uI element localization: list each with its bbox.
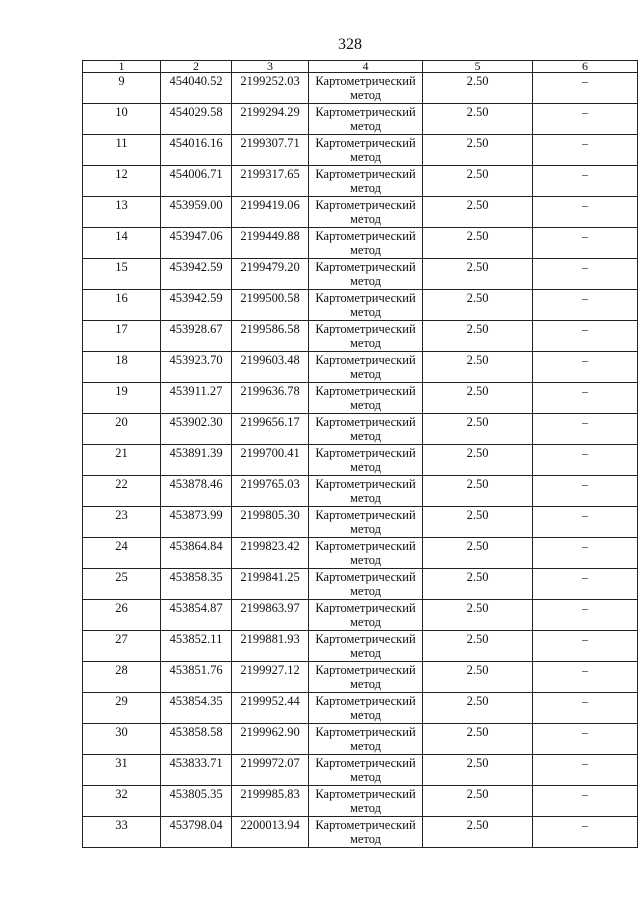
point-number-cell: 27 — [83, 631, 161, 662]
method-line-1: Картометрический — [315, 229, 416, 243]
method-line-2: метод — [349, 522, 381, 536]
page-number: 328 — [338, 36, 362, 53]
x-coordinate-cell: 454040.52 — [161, 73, 232, 104]
accuracy-cell: 2.50 — [423, 383, 533, 414]
method-cell — [309, 290, 423, 321]
y-coordinate-cell: 2199656.17 — [232, 414, 309, 445]
x-coordinate-cell: 453928.67 — [161, 321, 232, 352]
method-line-2: метод — [349, 212, 381, 226]
method-line-2: метод — [349, 553, 381, 567]
note-cell: – — [533, 507, 638, 538]
method-line-2: метод — [349, 243, 381, 257]
point-number-cell: 33 — [83, 817, 161, 848]
method-line-1: Картометрический — [315, 694, 416, 708]
note-cell: – — [533, 445, 638, 476]
y-coordinate-cell: 2199863.97 — [232, 600, 309, 631]
y-coordinate-cell: 2199449.88 — [232, 228, 309, 259]
point-number-cell: 9 — [83, 73, 161, 104]
y-coordinate-cell: 2199252.03 — [232, 73, 309, 104]
method-line-2: метод — [349, 460, 381, 474]
method-cell — [309, 569, 423, 600]
note-cell: – — [533, 693, 638, 724]
y-coordinate-cell: 2199700.41 — [232, 445, 309, 476]
accuracy-cell: 2.50 — [423, 228, 533, 259]
note-cell: – — [533, 73, 638, 104]
method-line-2: метод — [349, 646, 381, 660]
note-cell: – — [533, 724, 638, 755]
x-coordinate-cell: 453854.35 — [161, 693, 232, 724]
method-line-1: Картометрический — [315, 415, 416, 429]
method-cell — [309, 104, 423, 135]
method-line-2: метод — [349, 119, 381, 133]
accuracy-cell: 2.50 — [423, 445, 533, 476]
x-coordinate-cell: 454029.58 — [161, 104, 232, 135]
method-cell — [309, 786, 423, 817]
method-line-2: метод — [349, 491, 381, 505]
point-number-cell: 22 — [83, 476, 161, 507]
table-row — [83, 197, 638, 228]
x-coordinate-cell: 453798.04 — [161, 817, 232, 848]
table-row — [83, 569, 638, 600]
accuracy-cell: 2.50 — [423, 321, 533, 352]
method-line-1: Картометрический — [315, 446, 416, 460]
table-row — [83, 383, 638, 414]
method-line-1: Картометрический — [315, 74, 416, 88]
accuracy-cell: 2.50 — [423, 662, 533, 693]
note-cell: – — [533, 352, 638, 383]
y-coordinate-cell: 2199307.71 — [232, 135, 309, 166]
point-number-cell: 29 — [83, 693, 161, 724]
table-row — [83, 786, 638, 817]
note-cell: – — [533, 662, 638, 693]
method-line-2: метод — [349, 770, 381, 784]
x-coordinate-cell: 453858.58 — [161, 724, 232, 755]
point-number-cell: 25 — [83, 569, 161, 600]
point-number-cell: 21 — [83, 445, 161, 476]
table-row — [83, 662, 638, 693]
method-cell — [309, 507, 423, 538]
table-row — [83, 166, 638, 197]
header-cell-2: 2 — [161, 61, 232, 73]
accuracy-cell: 2.50 — [423, 259, 533, 290]
y-coordinate-cell: 2200013.94 — [232, 817, 309, 848]
method-line-2: метод — [349, 708, 381, 722]
note-cell: – — [533, 228, 638, 259]
table-row — [83, 507, 638, 538]
table-row — [83, 259, 638, 290]
accuracy-cell: 2.50 — [423, 414, 533, 445]
method-cell — [309, 135, 423, 166]
table-row — [83, 104, 638, 135]
point-number-cell: 19 — [83, 383, 161, 414]
method-line-1: Картометрический — [315, 508, 416, 522]
method-cell — [309, 724, 423, 755]
method-line-1: Картометрический — [315, 725, 416, 739]
table-row — [83, 631, 638, 662]
note-cell: – — [533, 569, 638, 600]
y-coordinate-cell: 2199952.44 — [232, 693, 309, 724]
point-number-cell: 18 — [83, 352, 161, 383]
method-cell — [309, 662, 423, 693]
x-coordinate-cell: 453873.99 — [161, 507, 232, 538]
note-cell: – — [533, 600, 638, 631]
y-coordinate-cell: 2199823.42 — [232, 538, 309, 569]
table-row — [83, 538, 638, 569]
accuracy-cell: 2.50 — [423, 600, 533, 631]
note-cell: – — [533, 631, 638, 662]
method-line-1: Картометрический — [315, 384, 416, 398]
x-coordinate-cell: 453923.70 — [161, 352, 232, 383]
point-number-cell: 11 — [83, 135, 161, 166]
accuracy-cell: 2.50 — [423, 631, 533, 662]
accuracy-cell: 2.50 — [423, 507, 533, 538]
point-number-cell: 28 — [83, 662, 161, 693]
x-coordinate-cell: 453942.59 — [161, 259, 232, 290]
method-cell — [309, 414, 423, 445]
table-row — [83, 290, 638, 321]
point-number-cell: 30 — [83, 724, 161, 755]
method-line-2: метод — [349, 584, 381, 598]
method-cell — [309, 352, 423, 383]
method-line-2: метод — [349, 801, 381, 815]
point-number-cell: 20 — [83, 414, 161, 445]
coordinates-table — [82, 60, 638, 848]
method-cell — [309, 538, 423, 569]
y-coordinate-cell: 2199765.03 — [232, 476, 309, 507]
note-cell: – — [533, 259, 638, 290]
note-cell: – — [533, 383, 638, 414]
method-line-1: Картометрический — [315, 105, 416, 119]
method-line-1: Картометрический — [315, 756, 416, 770]
accuracy-cell: 2.50 — [423, 693, 533, 724]
method-cell — [309, 817, 423, 848]
point-number-cell: 23 — [83, 507, 161, 538]
x-coordinate-cell: 454006.71 — [161, 166, 232, 197]
x-coordinate-cell: 453854.87 — [161, 600, 232, 631]
point-number-cell: 31 — [83, 755, 161, 786]
accuracy-cell: 2.50 — [423, 724, 533, 755]
method-cell — [309, 631, 423, 662]
x-coordinate-cell: 453959.00 — [161, 197, 232, 228]
method-cell — [309, 73, 423, 104]
note-cell: – — [533, 135, 638, 166]
method-line-2: метод — [349, 429, 381, 443]
note-cell: – — [533, 197, 638, 228]
accuracy-cell: 2.50 — [423, 538, 533, 569]
note-cell: – — [533, 538, 638, 569]
method-line-2: метод — [349, 832, 381, 846]
note-cell: – — [533, 476, 638, 507]
method-line-2: метод — [349, 274, 381, 288]
y-coordinate-cell: 2199419.06 — [232, 197, 309, 228]
method-line-2: метод — [349, 677, 381, 691]
method-cell — [309, 693, 423, 724]
table-row — [83, 445, 638, 476]
method-line-2: метод — [349, 88, 381, 102]
y-coordinate-cell: 2199927.12 — [232, 662, 309, 693]
method-line-1: Картометрический — [315, 818, 416, 832]
method-line-1: Картометрический — [315, 601, 416, 615]
method-line-2: метод — [349, 150, 381, 164]
x-coordinate-cell: 453864.84 — [161, 538, 232, 569]
header-cell-4: 4 — [309, 61, 423, 73]
accuracy-cell: 2.50 — [423, 135, 533, 166]
note-cell: – — [533, 104, 638, 135]
method-line-1: Картометрический — [315, 291, 416, 305]
x-coordinate-cell: 453942.59 — [161, 290, 232, 321]
table-row — [83, 135, 638, 166]
point-number-cell: 15 — [83, 259, 161, 290]
method-line-1: Картометрический — [315, 632, 416, 646]
y-coordinate-cell: 2199294.29 — [232, 104, 309, 135]
x-coordinate-cell: 453902.30 — [161, 414, 232, 445]
method-line-1: Картометрический — [315, 322, 416, 336]
y-coordinate-cell: 2199479.20 — [232, 259, 309, 290]
accuracy-cell: 2.50 — [423, 569, 533, 600]
x-coordinate-cell: 454016.16 — [161, 135, 232, 166]
note-cell: – — [533, 321, 638, 352]
method-line-1: Картометрический — [315, 136, 416, 150]
method-line-2: метод — [349, 305, 381, 319]
header-cell-1: 1 — [83, 61, 161, 73]
point-number-cell: 24 — [83, 538, 161, 569]
method-cell — [309, 321, 423, 352]
table-row — [83, 321, 638, 352]
point-number-cell: 10 — [83, 104, 161, 135]
table-row — [83, 476, 638, 507]
accuracy-cell: 2.50 — [423, 817, 533, 848]
method-line-1: Картометрический — [315, 198, 416, 212]
method-line-2: метод — [349, 739, 381, 753]
accuracy-cell: 2.50 — [423, 197, 533, 228]
method-cell — [309, 476, 423, 507]
method-line-2: метод — [349, 181, 381, 195]
table-row — [83, 755, 638, 786]
method-cell — [309, 197, 423, 228]
method-line-1: Картометрический — [315, 787, 416, 801]
accuracy-cell: 2.50 — [423, 755, 533, 786]
x-coordinate-cell: 453878.46 — [161, 476, 232, 507]
point-number-cell: 13 — [83, 197, 161, 228]
method-line-1: Картометрический — [315, 167, 416, 181]
method-cell — [309, 445, 423, 476]
accuracy-cell: 2.50 — [423, 352, 533, 383]
note-cell: – — [533, 755, 638, 786]
method-line-1: Картометрический — [315, 260, 416, 274]
table-row — [83, 724, 638, 755]
table-row — [83, 817, 638, 848]
x-coordinate-cell: 453858.35 — [161, 569, 232, 600]
note-cell: – — [533, 290, 638, 321]
note-cell: – — [533, 414, 638, 445]
method-line-2: метод — [349, 398, 381, 412]
table-body — [83, 61, 638, 848]
point-number-cell: 16 — [83, 290, 161, 321]
y-coordinate-cell: 2199636.78 — [232, 383, 309, 414]
method-line-1: Картометрический — [315, 539, 416, 553]
note-cell: – — [533, 786, 638, 817]
method-line-2: метод — [349, 336, 381, 350]
method-line-1: Картометрический — [315, 477, 416, 491]
point-number-cell: 14 — [83, 228, 161, 259]
point-number-cell: 26 — [83, 600, 161, 631]
y-coordinate-cell: 2199985.83 — [232, 786, 309, 817]
note-cell: – — [533, 817, 638, 848]
table-row — [83, 693, 638, 724]
x-coordinate-cell: 453851.76 — [161, 662, 232, 693]
method-cell — [309, 600, 423, 631]
method-cell — [309, 228, 423, 259]
point-number-cell: 32 — [83, 786, 161, 817]
table-row — [83, 414, 638, 445]
x-coordinate-cell: 453891.39 — [161, 445, 232, 476]
x-coordinate-cell: 453833.71 — [161, 755, 232, 786]
accuracy-cell: 2.50 — [423, 476, 533, 507]
table-row — [83, 228, 638, 259]
accuracy-cell: 2.50 — [423, 104, 533, 135]
accuracy-cell: 2.50 — [423, 73, 533, 104]
method-cell — [309, 755, 423, 786]
y-coordinate-cell: 2199805.30 — [232, 507, 309, 538]
header-cell-3: 3 — [232, 61, 309, 73]
x-coordinate-cell: 453911.27 — [161, 383, 232, 414]
header-cell-6: 6 — [533, 61, 638, 73]
y-coordinate-cell: 2199317.65 — [232, 166, 309, 197]
note-cell: – — [533, 166, 638, 197]
y-coordinate-cell: 2199962.90 — [232, 724, 309, 755]
method-line-2: метод — [349, 367, 381, 381]
point-number-cell: 17 — [83, 321, 161, 352]
table-row — [83, 600, 638, 631]
y-coordinate-cell: 2199841.25 — [232, 569, 309, 600]
method-line-1: Картометрический — [315, 570, 416, 584]
method-line-2: метод — [349, 615, 381, 629]
y-coordinate-cell: 2199881.93 — [232, 631, 309, 662]
accuracy-cell: 2.50 — [423, 166, 533, 197]
method-line-1: Картометрический — [315, 353, 416, 367]
x-coordinate-cell: 453947.06 — [161, 228, 232, 259]
table-row — [83, 73, 638, 104]
method-line-1: Картометрический — [315, 663, 416, 677]
table-header-row — [83, 61, 638, 73]
accuracy-cell: 2.50 — [423, 290, 533, 321]
y-coordinate-cell: 2199603.48 — [232, 352, 309, 383]
x-coordinate-cell: 453805.35 — [161, 786, 232, 817]
x-coordinate-cell: 453852.11 — [161, 631, 232, 662]
y-coordinate-cell: 2199500.58 — [232, 290, 309, 321]
accuracy-cell: 2.50 — [423, 786, 533, 817]
point-number-cell: 12 — [83, 166, 161, 197]
table-row — [83, 352, 638, 383]
method-cell — [309, 259, 423, 290]
method-cell — [309, 166, 423, 197]
y-coordinate-cell: 2199972.07 — [232, 755, 309, 786]
method-cell — [309, 383, 423, 414]
header-cell-5: 5 — [423, 61, 533, 73]
y-coordinate-cell: 2199586.58 — [232, 321, 309, 352]
